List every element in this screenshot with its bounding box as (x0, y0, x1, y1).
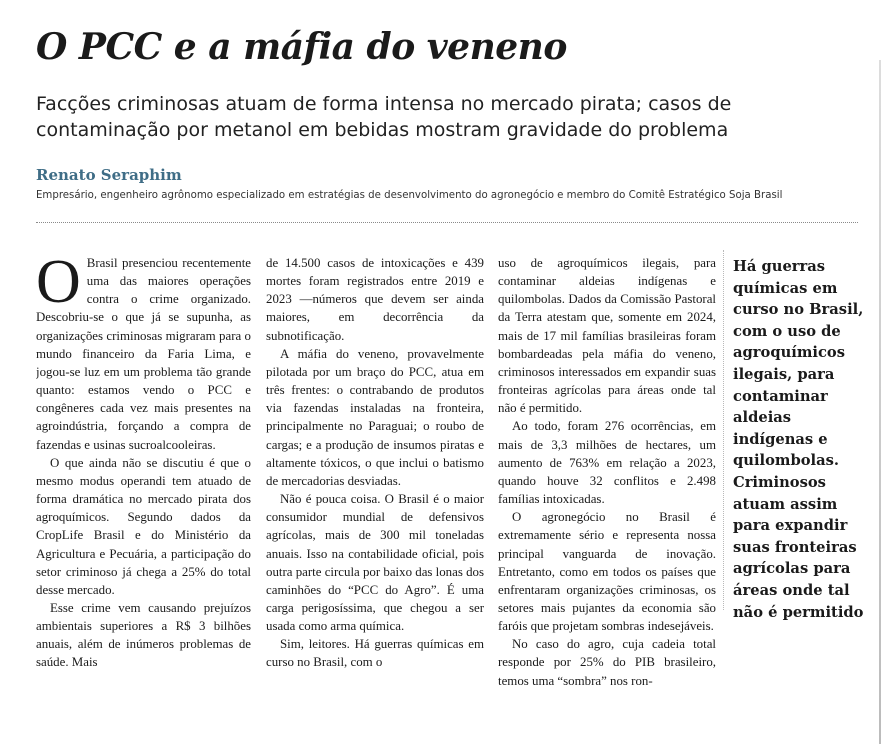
paragraph: de 14.500 casos de intoxicações e 439 mortes foram registrados entre 2019 e 2023 —números que devem ser ainda maiores, em decorrência da subnotificação. (266, 256, 484, 343)
pullquote-divider (723, 250, 724, 610)
drop-cap: O (36, 254, 81, 316)
paragraph: Esse crime vem causando prejuízos ambientais superiores a R$ 3 bilhões anuais, além de inúmeros problemas de saúde. Mais (36, 600, 251, 670)
paragraph: uso de agroquímicos ilegais, para contaminar aldeias indígenas e quilombolas. Dados da Comissão Pastoral da Terra atestam que, somente em 2024, mais de 17 mil famílias brasileiras foram bombardeadas pela máfia do veneno, criminosos interessados em expandir suas fronteiras agrícolas para áreas onde tal não é permitido. (498, 256, 716, 416)
article-subheadline: Facções criminosas atuam de forma intensa no mercado pirata; casos de contaminação por metanol em bebidas mostram gravidade do problema (36, 93, 732, 141)
paragraph: Não é pouca coisa. O Brasil é o maior consumidor mundial de defensivos agrícolas, mais de 300 mil toneladas anuais. Isso na contabilidade oficial, pois outra parte circula por baixo das lonas dos caminhões do “PCC do Agro”. É uma carga perigosíssima, que chegou a ser usada como arma química. (266, 492, 484, 634)
paragraph: Sim, leitores. Há guerras químicas em curso no Brasil, com o (266, 637, 484, 670)
paragraph: O que ainda não se discutiu é que o mesmo modus operandi tem atuado de forma dramática no mercado pirata dos agroquímicos. Segundo dados da CropLife Brasil e do Ministério da Agricultura e Pecuária, a participação do setor criminoso já chega a 25% do total desse mercado. (36, 455, 251, 597)
author-bio: Empresário, engenheiro agrônomo especializado em estratégias de desenvolvimento do agronegócio e membro do Comitê Estratégico Soja Brasil (36, 190, 783, 201)
pull-quote: Há guerras químicas em curso no Brasil, com o uso de agroquímicos ilegais, para contaminar aldeias indígenas e quilombolas. Criminosos atuam assim para expandir suas fronteiras agrícolas para áreas onde tal não é permitido (733, 258, 864, 621)
author-name[interactable]: Renato Seraphim (36, 166, 182, 184)
paragraph: Ao todo, foram 276 ocorrências, em mais de 3,3 milhões de hectares, um aumento de 763% em relação a 2023, quando houve 32 conflitos e 2.498 famílias intoxicadas. (498, 419, 716, 507)
paragraph: No caso do agro, cuja cadeia total responde por 25% do PIB brasileiro, temos uma “sombra” nos ron- (498, 637, 716, 688)
paragraph: O agronegócio no Brasil é extremamente sério e representa nossa principal vanguarda de inovação. Entretanto, como em todos os países que enfrentaram organizações criminosas, os setores mais pujantes da economia são faróis que projetam sombras indesejáveis. (498, 510, 716, 634)
article-column-2 (266, 254, 484, 714)
article-column-1 (36, 254, 251, 714)
page-edge (879, 60, 881, 744)
article-column-3 (498, 254, 716, 714)
paragraph: A máfia do veneno, provavelmente pilotada por um braço do PCC, atua em três frentes: o contrabando de produtos via fazendas instaladas na fronteira, principalmente no Paraguai; o roubo de cargas; e a produção de insumos piratas e altamente tóxicos, o que inclui o batismo de mercadorias desviadas. (266, 346, 484, 488)
paragraph: Brasil presenciou recentemente uma das maiores operações contra o crime organizado. Descobriu-se o que já se supunha, as organizações criminosas migraram para o mundo financeiro da Faria Lima, e jogou-se luz em um problema tão grande quanto: estamos vendo o PCC e congêneres cada vez mais presentes na agroindústria, forçando a compra de fazendas e usinas sucroalcooleiras. (36, 256, 251, 452)
header-divider (36, 222, 858, 223)
article-headline: O PCC e a máfia do veneno (36, 26, 567, 68)
